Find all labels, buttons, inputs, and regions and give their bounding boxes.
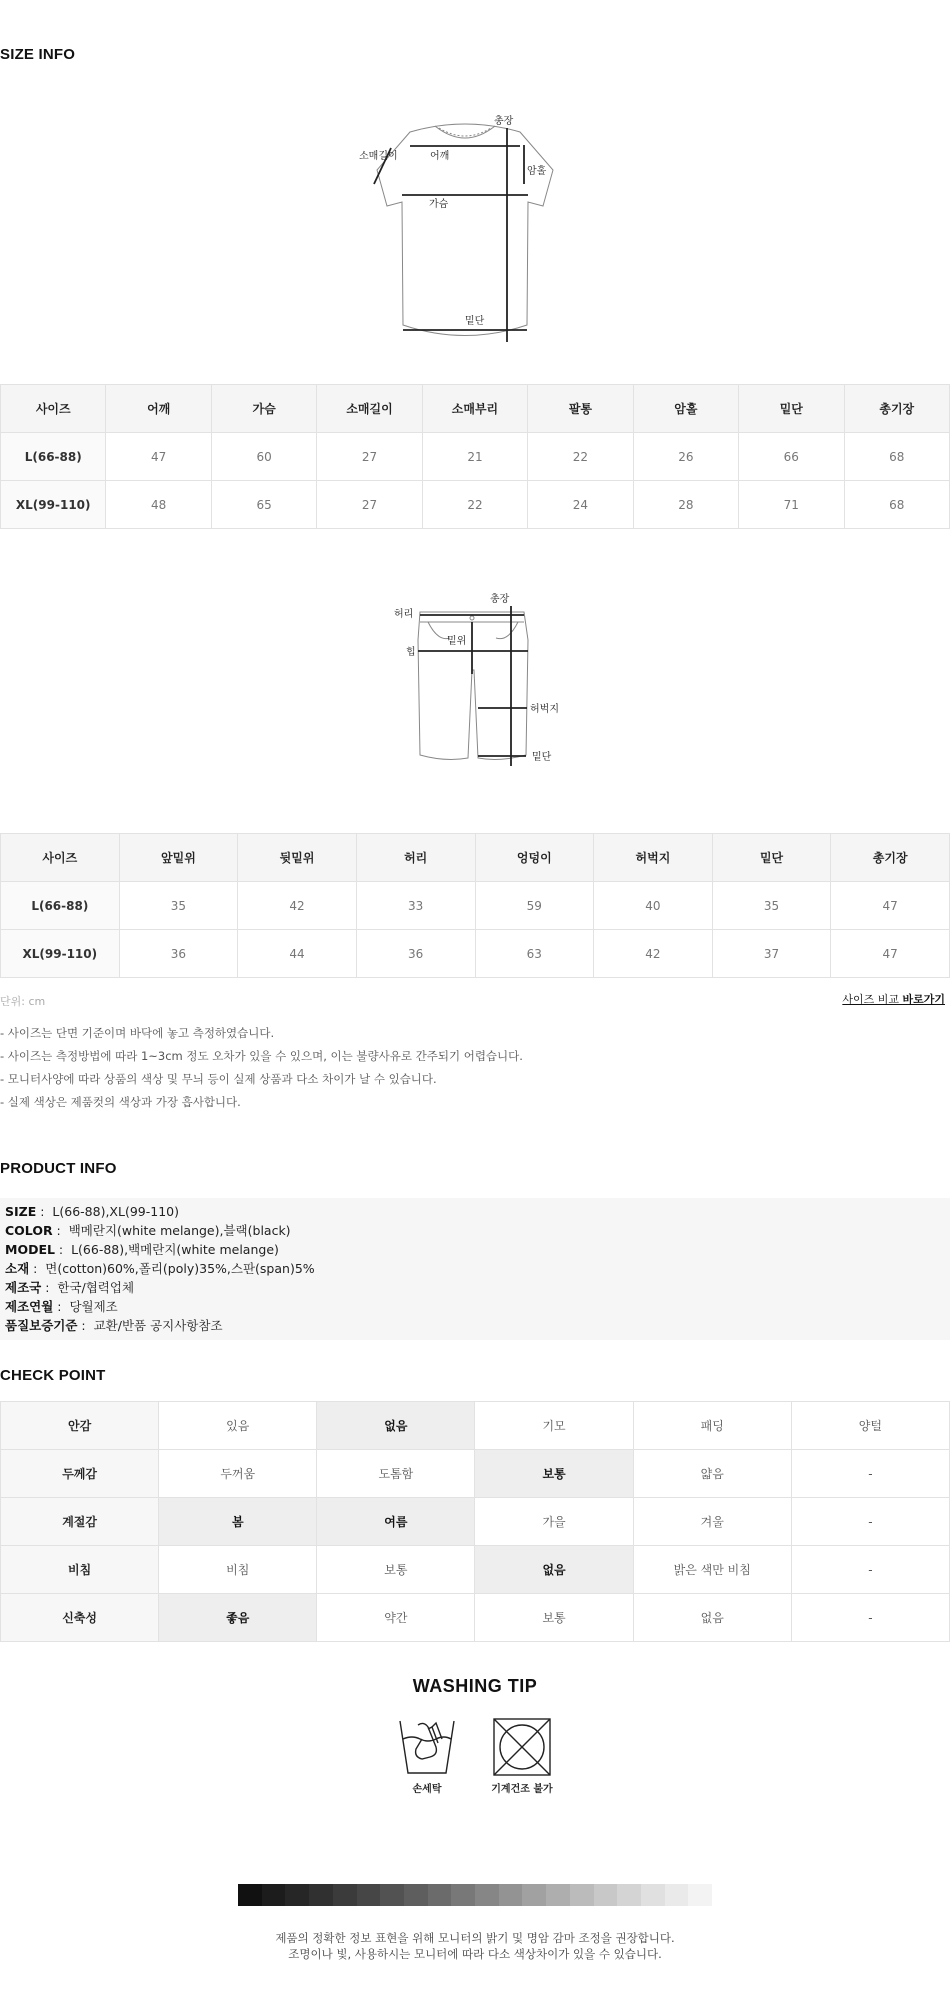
- info-row-color: COLOR : 백메란지(white melange),블랙(black): [5, 1223, 291, 1238]
- table-cell: 33: [356, 882, 475, 930]
- label-hip: 힙: [406, 647, 416, 658]
- label-rise: 밑위: [447, 636, 467, 647]
- info-row-origin: 제조국 : 한국/협력업체: [5, 1280, 135, 1295]
- check-option: 밝은 색만 비침: [633, 1546, 791, 1594]
- table-row: [1, 882, 950, 930]
- table-cell: 35: [119, 882, 238, 930]
- info-value: L(66-88),XL(99-110): [52, 1204, 179, 1219]
- gray-swatch: [404, 1884, 428, 1906]
- bottom-size-table: [0, 833, 950, 978]
- info-label: 소재: [5, 1261, 30, 1276]
- table-row: [1, 930, 950, 978]
- check-point-title: CHECK POINT: [0, 1367, 106, 1384]
- footer-line-2: 조명이나 빛, 사용하시는 모니터에 따라 다소 색상차이가 있을 수 있습니다.: [288, 1947, 662, 1961]
- info-label: COLOR: [5, 1223, 53, 1238]
- table-cell: 47: [106, 433, 211, 481]
- table-cell: 63: [475, 930, 594, 978]
- check-option: 보통: [475, 1594, 633, 1642]
- table-cell: 71: [739, 481, 844, 529]
- info-value: 교환/반품 공지사항참조: [93, 1318, 223, 1333]
- table-header: 허리: [356, 834, 475, 882]
- check-point-table: [0, 1401, 950, 1642]
- label-total-length: 총장: [490, 594, 510, 605]
- table-cell: 22: [528, 433, 633, 481]
- table-header-row: [1, 834, 950, 882]
- table-cell: 26: [633, 433, 738, 481]
- table-cell: 27: [317, 481, 422, 529]
- table-cell: 40: [594, 882, 713, 930]
- check-option: 없음: [633, 1594, 791, 1642]
- table-header: 허벅지: [594, 834, 713, 882]
- table-header: 뒷밑위: [238, 834, 357, 882]
- label-hem: 밑단: [532, 752, 552, 763]
- size-compare-prefix: 사이즈 비교: [842, 993, 899, 1006]
- info-value: 한국/협력업체: [57, 1280, 135, 1295]
- table-cell: 44: [238, 930, 357, 978]
- table-cell: 27: [317, 433, 422, 481]
- note-line: - 모니터사양에 따라 상품의 색상 및 무늬 등이 실제 상품과 다소 차이가 날 수 있습니다.: [0, 1072, 437, 1086]
- label-waist: 허리: [394, 609, 414, 620]
- gray-swatch: [641, 1884, 665, 1906]
- check-option-selected: 여름: [317, 1498, 475, 1546]
- gray-swatch: [546, 1884, 570, 1906]
- label-total-length: 총장: [494, 116, 514, 127]
- table-cell: 22: [422, 481, 527, 529]
- check-head: 안감: [1, 1402, 159, 1450]
- label-armhole: 암홀: [527, 166, 547, 177]
- gray-swatch: [380, 1884, 404, 1906]
- table-header: 어깨: [106, 385, 211, 433]
- size-compare-link[interactable]: [842, 991, 945, 1007]
- table-header: 가슴: [211, 385, 316, 433]
- bottom-size-diagram: [390, 590, 570, 780]
- info-label: 제조국: [5, 1280, 42, 1295]
- check-option: 약간: [317, 1594, 475, 1642]
- table-cell: 37: [712, 930, 831, 978]
- gray-swatch: [309, 1884, 333, 1906]
- note-line: - 사이즈는 단면 기준이며 바닥에 놓고 측정하였습니다.: [0, 1026, 275, 1040]
- gray-swatch: [451, 1884, 475, 1906]
- check-option: -: [791, 1498, 949, 1546]
- check-row-thickness: [1, 1450, 950, 1498]
- note-line: - 사이즈는 측정방법에 따라 1~3cm 정도 오차가 있을 수 있으며, 이는 불량사유로 간주되기 어렵습니다.: [0, 1049, 523, 1063]
- check-row-sheerness: [1, 1546, 950, 1594]
- gray-swatch: [285, 1884, 309, 1906]
- gray-swatch: [522, 1884, 546, 1906]
- size-info-title: SIZE INFO: [0, 46, 76, 63]
- info-row-manufacture-date: 제조연월 : 당월제조: [5, 1299, 118, 1314]
- check-row-season: [1, 1498, 950, 1546]
- check-head: 두께감: [1, 1450, 159, 1498]
- table-cell: 65: [211, 481, 316, 529]
- check-option: -: [791, 1450, 949, 1498]
- table-cell: 42: [594, 930, 713, 978]
- hand-wash-icon: [398, 1717, 456, 1781]
- size-notes: [0, 1022, 523, 1114]
- table-cell: 47: [831, 882, 950, 930]
- info-value: L(66-88),백메란지(white melange): [71, 1242, 279, 1257]
- table-cell: 36: [119, 930, 238, 978]
- table-header: 앞밑위: [119, 834, 238, 882]
- table-row: [1, 481, 950, 529]
- gray-swatch: [570, 1884, 594, 1906]
- check-row-lining: [1, 1402, 950, 1450]
- check-option-selected: 보통: [475, 1450, 633, 1498]
- check-option: 보통: [317, 1546, 475, 1594]
- washing-tip-title: WASHING TIP: [412, 1676, 538, 1696]
- info-row-size: SIZE : L(66-88),XL(99-110): [5, 1204, 179, 1219]
- label-chest: 가슴: [429, 199, 449, 210]
- gray-swatch: [262, 1884, 286, 1906]
- label-shoulder: 어깨: [430, 151, 450, 162]
- check-option: 가을: [475, 1498, 633, 1546]
- no-tumble-dry-label: 기계건조 불가: [491, 1784, 553, 1795]
- measure-lines: [418, 606, 528, 766]
- info-label: 품질보증기준: [5, 1318, 78, 1333]
- table-header: 소매길이: [317, 385, 422, 433]
- table-header: 총기장: [844, 385, 950, 433]
- info-row-warranty: 품질보증기준 : 교환/반품 공지사항참조: [5, 1318, 223, 1333]
- table-cell: 47: [831, 930, 950, 978]
- check-head: 계절감: [1, 1498, 159, 1546]
- table-header: 밑단: [712, 834, 831, 882]
- table-cell: 68: [844, 433, 950, 481]
- grayscale-calibration-bar: [238, 1884, 712, 1906]
- table-cell: XL(99-110): [1, 930, 120, 978]
- check-option: 도톰함: [317, 1450, 475, 1498]
- product-info-title: PRODUCT INFO: [0, 1160, 117, 1177]
- gray-swatch: [238, 1884, 262, 1906]
- label-thigh: 허벅지: [530, 704, 559, 715]
- check-head: 비침: [1, 1546, 159, 1594]
- label-hem: 밑단: [465, 316, 485, 327]
- table-cell: 28: [633, 481, 738, 529]
- table-cell: L(66-88): [1, 433, 106, 481]
- info-row-material: 소재 : 면(cotton)60%,폴리(poly)35%,스판(span)5%: [5, 1261, 315, 1276]
- check-option: 기모: [475, 1402, 633, 1450]
- table-header: 엉덩이: [475, 834, 594, 882]
- table-cell: L(66-88): [1, 882, 120, 930]
- check-option: 두꺼움: [159, 1450, 317, 1498]
- table-header: 암홀: [633, 385, 738, 433]
- table-cell: 68: [844, 481, 950, 529]
- info-value: 당월제조: [69, 1299, 118, 1314]
- table-header: 사이즈: [1, 834, 120, 882]
- label-sleeve-length: 소매길이: [359, 151, 398, 162]
- table-header: 사이즈: [1, 385, 106, 433]
- top-size-table: [0, 384, 950, 529]
- info-label: SIZE: [5, 1204, 37, 1219]
- gray-swatch: [617, 1884, 641, 1906]
- table-header: 총기장: [831, 834, 950, 882]
- check-option: 패딩: [633, 1402, 791, 1450]
- check-option: -: [791, 1546, 949, 1594]
- table-cell: XL(99-110): [1, 481, 106, 529]
- check-option: 있음: [159, 1402, 317, 1450]
- top-size-diagram: [355, 110, 575, 350]
- gray-swatch: [333, 1884, 357, 1906]
- table-cell: 21: [422, 433, 527, 481]
- table-cell: 24: [528, 481, 633, 529]
- note-line: - 실제 색상은 제품컷의 색상과 가장 흡사합니다.: [0, 1095, 241, 1109]
- table-cell: 42: [238, 882, 357, 930]
- table-cell: 60: [211, 433, 316, 481]
- gray-swatch: [428, 1884, 452, 1906]
- check-option: -: [791, 1594, 949, 1642]
- gray-swatch: [688, 1884, 712, 1906]
- info-value: 면(cotton)60%,폴리(poly)35%,스판(span)5%: [45, 1261, 315, 1276]
- no-tumble-dry-icon: [492, 1717, 552, 1781]
- info-value: 백메란지(white melange),블랙(black): [68, 1223, 291, 1238]
- table-header-row: [1, 385, 950, 433]
- check-option: 겨울: [633, 1498, 791, 1546]
- gray-swatch: [357, 1884, 381, 1906]
- size-compare-go: 바로가기: [902, 993, 945, 1006]
- hand-wash-label: 손세탁: [412, 1784, 442, 1795]
- table-header: 팔통: [528, 385, 633, 433]
- table-cell: 35: [712, 882, 831, 930]
- info-label: MODEL: [5, 1242, 55, 1257]
- check-option: 양털: [791, 1402, 949, 1450]
- check-option-selected: 봄: [159, 1498, 317, 1546]
- table-cell: 48: [106, 481, 211, 529]
- check-head: 신축성: [1, 1594, 159, 1642]
- gray-swatch: [475, 1884, 499, 1906]
- gray-swatch: [594, 1884, 618, 1906]
- check-option-selected: 좋음: [159, 1594, 317, 1642]
- check-option: 비침: [159, 1546, 317, 1594]
- table-cell: 36: [356, 930, 475, 978]
- check-row-stretch: [1, 1594, 950, 1642]
- unit-label: 단위: cm: [0, 995, 46, 1008]
- check-option-selected: 없음: [317, 1402, 475, 1450]
- check-option-selected: 없음: [475, 1546, 633, 1594]
- info-label: 제조연월: [5, 1299, 54, 1314]
- table-header: 소매부리: [422, 385, 527, 433]
- table-header: 밑단: [739, 385, 844, 433]
- tshirt-outline: [377, 124, 553, 336]
- table-row: [1, 433, 950, 481]
- check-option: 얇음: [633, 1450, 791, 1498]
- table-cell: 66: [739, 433, 844, 481]
- gray-swatch: [665, 1884, 689, 1906]
- gray-swatch: [499, 1884, 523, 1906]
- table-cell: 59: [475, 882, 594, 930]
- product-info-box: [0, 1198, 950, 1340]
- info-row-model: MODEL : L(66-88),백메란지(white melange): [5, 1242, 279, 1257]
- footer-line-1: 제품의 정확한 정보 표현을 위해 모니터의 밝기 및 명암 감마 조정을 권장합니다.: [275, 1931, 675, 1945]
